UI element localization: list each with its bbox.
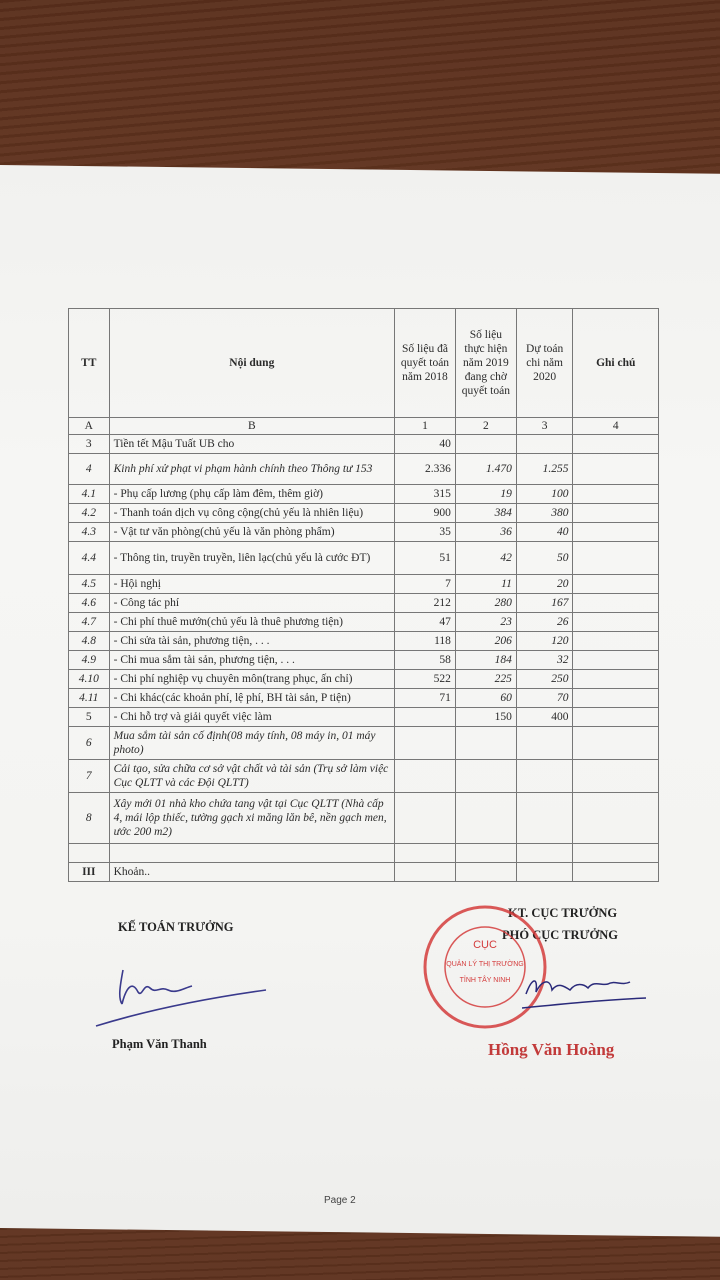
row-number: 8 (69, 793, 110, 844)
header-2020: Dự toán chi năm 2020 (516, 309, 573, 418)
value-2020 (516, 727, 573, 760)
letter-b: B (109, 418, 394, 435)
row-notes (573, 760, 659, 793)
row-notes (573, 594, 659, 613)
value-2020: 32 (516, 651, 573, 670)
table-row (69, 435, 659, 454)
row-number: 4.5 (69, 575, 110, 594)
value-2018: 2.336 (394, 454, 455, 485)
value-2020: 40 (516, 523, 573, 542)
stamp-center-1: CỤC (473, 939, 497, 951)
row-notes (573, 454, 659, 485)
row-number: 4.10 (69, 670, 110, 689)
letter-2: 2 (455, 418, 516, 435)
value-2019: 150 (455, 708, 516, 727)
row-content: - Vật tư văn phòng(chủ yếu là văn phòng phẩm) (109, 523, 394, 542)
row-content: - Phụ cấp lương (phụ cấp làm đêm, thêm giờ) (109, 485, 394, 504)
value-2019: 280 (455, 594, 516, 613)
row-content: Tiền tết Mậu Tuất UB cho (109, 435, 394, 454)
row-content: - Chi hỗ trợ và giải quyết việc làm (109, 708, 394, 727)
table-row (69, 670, 659, 689)
value-2020: 120 (516, 632, 573, 651)
value-2018: 522 (394, 670, 455, 689)
table-row (69, 485, 659, 504)
row-content: Cải tạo, sửa chữa cơ sở vật chất và tài sản (Trụ sở làm việc Cục QLTT và các Đội QLTT) (109, 760, 394, 793)
value-2019: 36 (455, 523, 516, 542)
value-2019 (455, 844, 516, 863)
row-notes (573, 613, 659, 632)
letter-a: A (69, 418, 110, 435)
table-row (69, 523, 659, 542)
row-content: - Chi sửa tài sản, phương tiện, . . . (109, 632, 394, 651)
row-content: Kinh phí xử phạt vi phạm hành chính theo Thông tư 153 (109, 454, 394, 485)
row-notes (573, 435, 659, 454)
row-notes (573, 542, 659, 575)
row-content: - Công tác phí (109, 594, 394, 613)
row-notes (573, 727, 659, 760)
row-content: Xây mới 01 nhà kho chứa tang vật tại Cục QLTT (Nhà cấp 4, mái lộp thiếc, tường gạch xi măng lăn bê, nền gạch men, ước 200 m2) (109, 793, 394, 844)
value-2018: 118 (394, 632, 455, 651)
table-row (69, 504, 659, 523)
letter-1: 1 (394, 418, 455, 435)
table-row (69, 689, 659, 708)
row-notes (573, 793, 659, 844)
value-2019: 184 (455, 651, 516, 670)
value-2019 (455, 435, 516, 454)
table-row (69, 793, 659, 844)
table-row (69, 844, 659, 863)
chief-accountant-name: Phạm Văn Thanh (112, 1037, 207, 1051)
row-number: 6 (69, 727, 110, 760)
value-2020: 70 (516, 689, 573, 708)
value-2018: 58 (394, 651, 455, 670)
table-row (69, 863, 659, 882)
table-row (69, 594, 659, 613)
row-number: 4.6 (69, 594, 110, 613)
value-2019: 19 (455, 485, 516, 504)
row-notes (573, 575, 659, 594)
table-row (69, 760, 659, 793)
value-2020: 26 (516, 613, 573, 632)
row-notes (573, 523, 659, 542)
row-content: - Chi phí thuê mướn(chủ yếu là thuê phương tiện) (109, 613, 394, 632)
chief-accountant-signature (88, 958, 268, 1038)
row-number: 4.2 (69, 504, 110, 523)
table-row (69, 651, 659, 670)
table-header-row (69, 309, 659, 418)
value-2018: 51 (394, 542, 455, 575)
row-number: 4.3 (69, 523, 110, 542)
wooden-table-top (0, 0, 720, 170)
value-2018 (394, 844, 455, 863)
value-2020 (516, 760, 573, 793)
row-content: - Hội nghị (109, 575, 394, 594)
row-number: 4.4 (69, 542, 110, 575)
column-letter-row (69, 418, 659, 435)
value-2018 (394, 727, 455, 760)
row-content: - Thanh toán dịch vụ công cộng(chủ yếu là nhiên liệu) (109, 504, 394, 523)
value-2020: 380 (516, 504, 573, 523)
wooden-table-bottom (0, 1228, 720, 1280)
value-2018 (394, 863, 455, 882)
value-2019 (455, 793, 516, 844)
row-notes (573, 708, 659, 727)
value-2018: 315 (394, 485, 455, 504)
value-2020 (516, 793, 573, 844)
header-content: Nội dung (109, 309, 394, 418)
value-2019: 42 (455, 542, 516, 575)
value-2018: 47 (394, 613, 455, 632)
value-2018: 900 (394, 504, 455, 523)
value-2018 (394, 793, 455, 844)
value-2019 (455, 863, 516, 882)
row-number: 7 (69, 760, 110, 793)
row-number: 5 (69, 708, 110, 727)
table-row (69, 632, 659, 651)
row-content (109, 844, 394, 863)
table-row (69, 575, 659, 594)
row-notes (573, 651, 659, 670)
row-notes (573, 689, 659, 708)
table-row (69, 454, 659, 485)
row-number: 4.11 (69, 689, 110, 708)
row-content: Khoản.. (109, 863, 394, 882)
row-content: - Chi mua sắm tài sản, phương tiện, . . . (109, 651, 394, 670)
row-number: 3 (69, 435, 110, 454)
table-row (69, 727, 659, 760)
row-content: - Thông tin, truyền truyền, liên lạc(chủ yếu là cước ĐT) (109, 542, 394, 575)
director-signature (522, 968, 652, 1018)
director-name: Hồng Văn Hoàng (488, 1040, 615, 1059)
value-2020: 50 (516, 542, 573, 575)
value-2018: 40 (394, 435, 455, 454)
stamp-center-2: QUẢN LÝ THỊ TRƯỜNG (446, 961, 524, 968)
row-notes (573, 863, 659, 882)
value-2020: 400 (516, 708, 573, 727)
value-2020: 100 (516, 485, 573, 504)
stamp-center-3: TỈNH TÂY NINH (459, 977, 511, 984)
row-number: 4.1 (69, 485, 110, 504)
page-number: Page 2 (324, 1195, 356, 1206)
row-content: - Chi phí nghiệp vụ chuyên môn(trang phục, ấn chỉ) (109, 670, 394, 689)
value-2020 (516, 435, 573, 454)
value-2019 (455, 727, 516, 760)
row-notes (573, 844, 659, 863)
value-2018: 212 (394, 594, 455, 613)
value-2019: 11 (455, 575, 516, 594)
value-2019: 1.470 (455, 454, 516, 485)
value-2019: 384 (455, 504, 516, 523)
table-row (69, 613, 659, 632)
value-2018: 71 (394, 689, 455, 708)
value-2020: 1.255 (516, 454, 573, 485)
value-2020: 167 (516, 594, 573, 613)
letter-4: 4 (573, 418, 659, 435)
value-2020 (516, 863, 573, 882)
letter-3: 3 (516, 418, 573, 435)
director-title-2: PHÓ CỤC TRƯỞNG (502, 928, 618, 942)
value-2018: 7 (394, 575, 455, 594)
value-2019: 60 (455, 689, 516, 708)
row-number: 4 (69, 454, 110, 485)
row-notes (573, 504, 659, 523)
header-2019: Số liệu thực hiện năm 2019 đang chờ quyết toán (455, 309, 516, 418)
row-notes (573, 485, 659, 504)
value-2020: 250 (516, 670, 573, 689)
table-row (69, 708, 659, 727)
row-notes (573, 632, 659, 651)
value-2018 (394, 760, 455, 793)
value-2020: 20 (516, 575, 573, 594)
row-number: 4.7 (69, 613, 110, 632)
value-2018 (394, 708, 455, 727)
value-2019: 225 (455, 670, 516, 689)
header-tt: TT (69, 309, 110, 418)
header-notes: Ghi chú (573, 309, 659, 418)
director-title-1: KT. CỤC TRƯỞNG (508, 906, 618, 920)
value-2019: 206 (455, 632, 516, 651)
row-content: - Chi khác(các khoản phí, lệ phí, BH tài sản, P tiện) (109, 689, 394, 708)
row-notes (573, 670, 659, 689)
table-row (69, 542, 659, 575)
row-content: Mua sắm tài sản cố định(08 máy tính, 08 máy in, 01 máy photo) (109, 727, 394, 760)
header-2018: Số liệu đã quyết toán năm 2018 (394, 309, 455, 418)
value-2019: 23 (455, 613, 516, 632)
row-number: 4.9 (69, 651, 110, 670)
row-number: III (69, 863, 110, 882)
budget-table (68, 308, 659, 882)
value-2020 (516, 844, 573, 863)
row-number (69, 844, 110, 863)
row-number: 4.8 (69, 632, 110, 651)
chief-accountant-title: KẾ TOÁN TRƯỞNG (118, 920, 234, 934)
value-2019 (455, 760, 516, 793)
value-2018: 35 (394, 523, 455, 542)
